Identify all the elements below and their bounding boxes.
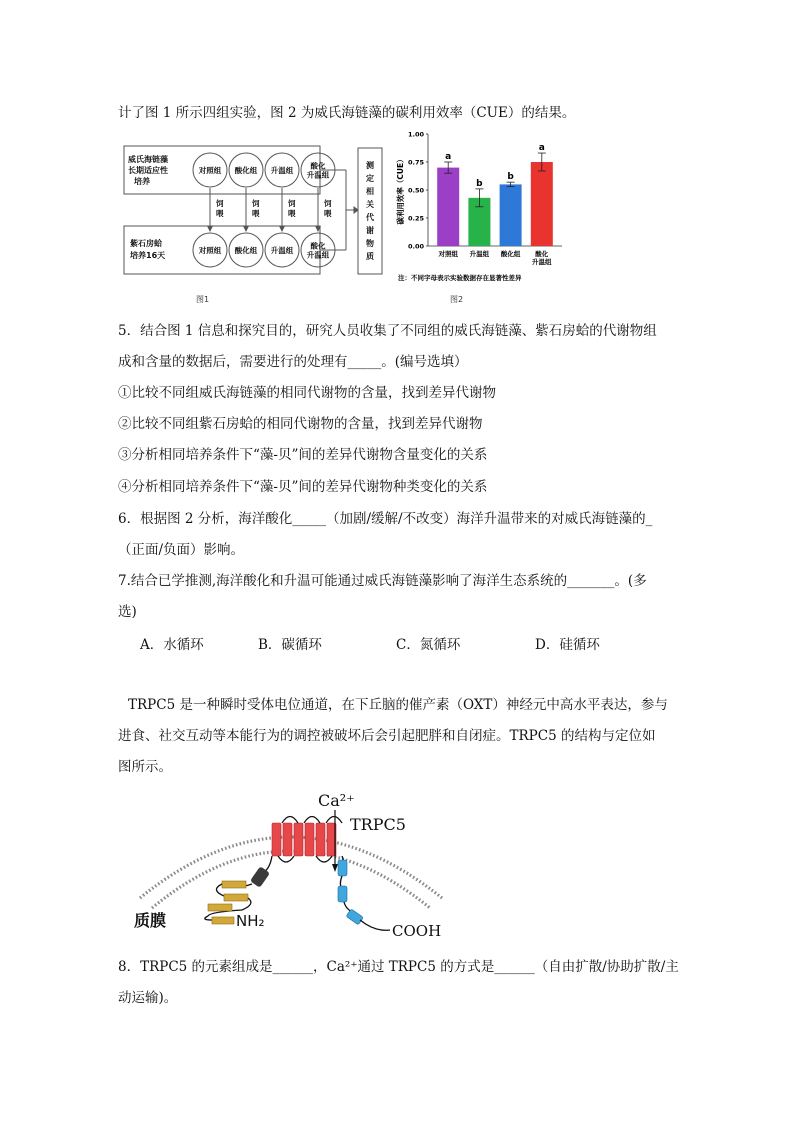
q5-option-4: ④分析相同培养条件下“藻-贝”间的差异代谢物种类变化的关系 <box>118 479 488 495</box>
fig1-feed-label: 喂 <box>288 209 296 218</box>
tm-helix <box>316 823 325 856</box>
fig1-feed-label: 喂 <box>324 209 332 218</box>
fig1-measure-char: 代 <box>366 213 374 222</box>
fig1-feed-label: 喂 <box>252 209 260 218</box>
figure2-caption: 图2 <box>450 295 464 304</box>
fig1-measure-char: 谢 <box>366 226 374 235</box>
y-tick-label: 0.75 <box>407 158 424 167</box>
figure2-note: 注：不同字母表示实验数据存在显著性差异 <box>398 274 522 282</box>
passage-line1: TRPC5 是一种瞬时受体电位通道，在下丘脑的催产素（OXT）神经元中高水平表达，参与 <box>128 697 668 713</box>
trpc5-diagram <box>130 786 450 946</box>
fig1-feed-label: 饲 <box>252 199 260 208</box>
q7-option-b: B．碳循环 <box>258 637 322 653</box>
c-terminus-label: COOH <box>392 922 442 940</box>
fig1-group-label: 升温组 <box>306 250 330 260</box>
q7-option-c: C．氮循环 <box>396 637 461 653</box>
fig1-group-label: 酸化 <box>310 161 326 171</box>
tm-helix <box>305 823 314 856</box>
q8-line1: 8．TRPC5 的元素组成是______，Ca²⁺通过 TRPC5 的方式是______（自由扩散/协助扩散/主 <box>118 959 679 975</box>
ca-ion-label: Ca²⁺ <box>318 791 355 810</box>
fig1-measure-char: 测 <box>366 161 374 170</box>
fig1-measure-char: 关 <box>366 200 374 209</box>
fig1-row1-label-3: 培养 <box>134 177 150 186</box>
q6-line1: 6．根据图 2 分析，海洋酸化_____（加剧/缓解/不改变）海洋升温带来的对威氏海链藻的_ <box>118 511 653 527</box>
fig1-group-label: 酸化 <box>310 241 326 251</box>
fig1-measure-char: 物 <box>366 239 374 248</box>
significance-letter: a <box>445 152 452 162</box>
fig1-group-label: 升温组 <box>270 166 294 175</box>
bar <box>500 184 522 246</box>
intro-text: 计了图 1 所示四组实验，图 2 为威氏海链藻的碳利用效率（CUE）的结果。 <box>118 105 576 121</box>
passage-line2: 进食、社交互动等本能行为的调控被破坏后会引起肥胖和自闭症。TRPC5 的结构与定位如 <box>118 728 656 744</box>
passage-line3: 图所示。 <box>118 759 172 775</box>
q5-line2: 成和含量的数据后，需要进行的处理有_____。(编号选填） <box>118 354 468 370</box>
y-axis-label: 碳利用效率（CUE） <box>396 155 405 225</box>
bar <box>437 168 459 246</box>
fig1-row1-label-2: 长期适应性 <box>128 166 168 175</box>
fig1-measure-char: 定 <box>366 174 374 183</box>
q5-option-2: ②比较不同组紫石房蛤的相同代谢物的含量，找到差异代谢物 <box>118 416 483 432</box>
figure1-diagram <box>120 140 386 280</box>
fig1-row2-label-2: 培养16天 <box>130 251 166 260</box>
x-tick-label: 对照组 <box>438 250 458 258</box>
trpc5-label: TRPC5 <box>350 815 406 834</box>
q7-line1: 7.结合已学推测,海洋酸化和升温可能通过威氏海链藻影响了海洋生态系统的_______。(多 <box>118 573 647 589</box>
y-tick-label: 0.50 <box>407 186 424 195</box>
tm-helix <box>294 823 303 856</box>
fig1-measure-char: 相 <box>366 187 374 196</box>
y-tick-label: 0.00 <box>407 242 424 251</box>
x-tick-label: 酸化 <box>535 250 549 258</box>
y-tick-label: 0.25 <box>407 214 424 223</box>
fig1-group-label: 升温组 <box>306 170 330 180</box>
fig1-group-label: 酸化组 <box>234 166 258 175</box>
fig1-row2-label-1: 紫石房蛤 <box>130 239 162 248</box>
q5-option-3: ③分析相同培养条件下“藻-贝”间的差异代谢物含量变化的关系 <box>118 447 488 463</box>
q5-line1: 5．结合图 1 信息和探究目的，研究人员收集了不同组的威氏海链藻、紫石房蛤的代谢物组 <box>118 323 657 339</box>
bar <box>531 162 553 246</box>
n-terminus-label: NH₂ <box>236 912 265 930</box>
x-tick-label: 升温组 <box>469 250 490 258</box>
x-tick-label: 升温组 <box>532 258 552 266</box>
y-tick-label: 1.00 <box>407 130 424 139</box>
fig1-measure-char: 质 <box>366 252 374 261</box>
fig1-feed-label: 喂 <box>216 209 224 218</box>
q7-option-d: D．硅循环 <box>535 637 600 653</box>
significance-letter: a <box>538 143 545 154</box>
figure1-caption: 图1 <box>196 295 210 304</box>
figure2-bar-chart <box>392 128 592 290</box>
x-tick-label: 酸化组 <box>500 250 521 258</box>
membrane-label: 质膜 <box>134 911 167 930</box>
q7-option-a: A．水循环 <box>140 637 204 653</box>
q8-line2: 动运输)。 <box>118 990 178 1006</box>
tm-helix <box>283 823 292 856</box>
significance-letter: b <box>507 172 514 183</box>
significance-letter: b <box>476 178 483 189</box>
fig1-group-label: 对照组 <box>198 246 222 255</box>
fig1-feed-label: 饲 <box>324 199 332 208</box>
fig1-group-label: 酸化组 <box>234 246 258 255</box>
fig1-feed-label: 饲 <box>288 199 296 208</box>
tm-helix <box>272 823 281 856</box>
q5-option-1: ①比较不同组威氏海链藻的相同代谢物的含量，找到差异代谢物 <box>118 385 496 401</box>
fig1-feed-label: 饲 <box>216 199 224 208</box>
q6-line2: （正面/负面）影响。 <box>118 542 245 558</box>
fig1-group-label: 对照组 <box>198 166 222 175</box>
fig1-group-label: 升温组 <box>270 246 294 255</box>
fig1-row1-label-1: 威氏海链藻 <box>128 155 168 164</box>
q7-line2: 选) <box>118 604 137 620</box>
